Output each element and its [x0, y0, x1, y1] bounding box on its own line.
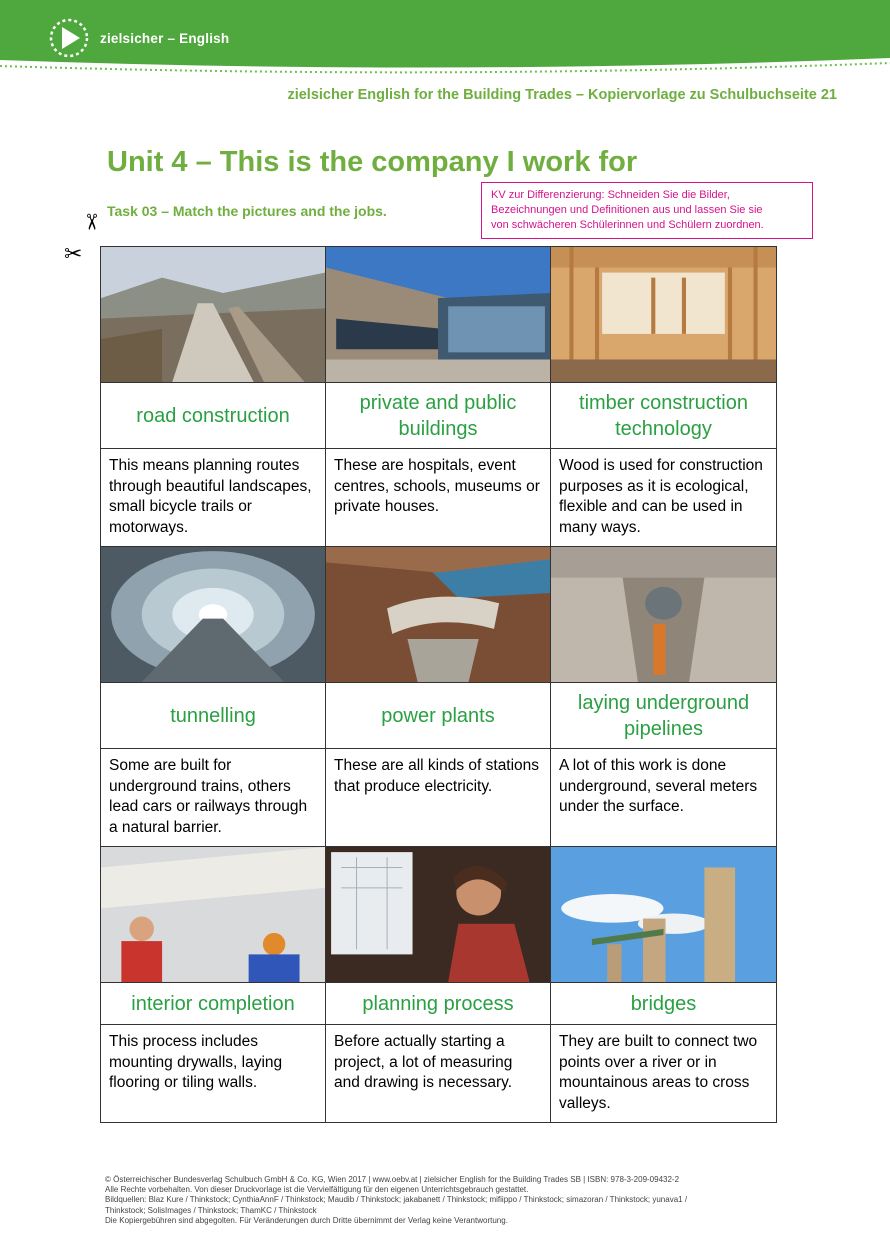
job-name-card[interactable]: bridges	[551, 983, 777, 1025]
definition-card[interactable]: A lot of this work is done underground, several meters under the surface.	[551, 749, 777, 847]
footer-line: Thinkstock; SolisImages / Thinkstock; ThamKC / Thinkstock	[105, 1205, 317, 1215]
job-name-card[interactable]: power plants	[326, 683, 551, 749]
picture-card[interactable]	[326, 247, 551, 383]
definition-card[interactable]: This means planning routes through beautiful landscapes, small bicycle trails or motorways.	[101, 449, 326, 547]
definition-row	[101, 749, 777, 847]
unit-title: Unit 4 – This is the company I work for	[107, 146, 638, 178]
definition-card[interactable]: Some are built for underground trains, others lead cars or railways through a natural barrier.	[101, 749, 326, 847]
scissors-icon: ✂	[64, 241, 83, 266]
definition-card[interactable]: This process includes mounting drywalls, laying flooring or tiling walls.	[101, 1025, 326, 1123]
page-header-subtitle: zielsicher English for the Building Trades – Kopiervorlage zu Schulbuchseite 21	[287, 87, 837, 103]
image-row	[101, 547, 777, 683]
teacher-note-box	[481, 182, 813, 239]
name-row	[101, 683, 777, 749]
teacher-note-line: von schwächeren Schülerinnen und Schülern zuordnen.	[491, 219, 764, 231]
definition-row	[101, 449, 777, 547]
scissors-icon: ✂	[79, 212, 105, 232]
tunnel-photo	[101, 547, 325, 682]
road-construction-photo	[101, 247, 325, 382]
brand-name: zielsicher – English	[100, 31, 230, 46]
dam-photo	[326, 547, 550, 682]
picture-card[interactable]	[101, 547, 326, 683]
footer-line: © Österreichischer Bundesverlag Schulbuch GmbH & Co. KG, Wien 2017 | www.oebv.at | zielsicher English for the Building Trades SB | ISBN: 978-3-209-09432-2	[105, 1175, 680, 1184]
pipeline-trench-photo	[551, 547, 776, 682]
picture-card[interactable]	[551, 847, 777, 983]
picture-card[interactable]	[101, 847, 326, 983]
task-title: Task 03 – Match the pictures and the jobs.	[107, 203, 387, 219]
definition-card[interactable]: Before actually starting a project, a lot of measuring and drawing is necessary.	[326, 1025, 551, 1123]
picture-card[interactable]	[326, 847, 551, 983]
buildings-photo	[326, 247, 550, 382]
definition-row	[101, 1025, 777, 1123]
job-name-card[interactable]: timber construction technology	[551, 383, 777, 449]
copyright-footer	[105, 1175, 765, 1226]
name-row	[101, 383, 777, 449]
job-name-card[interactable]: tunnelling	[101, 683, 326, 749]
job-name-card[interactable]: planning process	[326, 983, 551, 1025]
picture-card[interactable]	[551, 247, 777, 383]
picture-card[interactable]	[326, 547, 551, 683]
image-row	[101, 247, 777, 383]
planning-desk-photo	[326, 847, 550, 982]
footer-line: Bildquellen: Blaz Kure / Thinkstock; CynthiaAnnF / Thinkstock; Maudib / Thinkstock; jakabanett / Thinkstock; mifiippo / Thinkstock; simazoran / Thinkstock; yunava1 /	[105, 1195, 688, 1205]
footer-line: Die Kopiergebühren sind abgegolten. Für Veränderungen durch Dritte übernimmt der Verlag keine Verantwortung.	[105, 1215, 508, 1225]
footer-line: Alle Rechte vorbehalten. Von dieser Druckvorlage ist die Vervielfältigung für den eigenen Unterrichtsgebrauch gestattet.	[105, 1185, 529, 1195]
picture-card[interactable]	[101, 247, 326, 383]
name-row	[101, 983, 777, 1025]
timber-frame-photo	[551, 247, 776, 382]
image-row	[101, 847, 777, 983]
job-name-card[interactable]: private and public buildings	[326, 383, 551, 449]
definition-card[interactable]: They are built to connect two points over a river or in mountainous areas to cross valleys.	[551, 1025, 777, 1123]
job-name-card[interactable]: laying underground pipelines	[551, 683, 777, 749]
definition-card[interactable]: These are hospitals, event centres, schools, museums or private houses.	[326, 449, 551, 547]
teacher-note-line: KV zur Differenzierung: Schneiden Sie die Bilder,	[491, 189, 730, 201]
job-name-card[interactable]: road construction	[101, 383, 326, 449]
definition-card[interactable]: These are all kinds of stations that produce electricity.	[326, 749, 551, 847]
definition-card[interactable]: Wood is used for construction purposes as it is ecological, flexible and can be used in many ways.	[551, 449, 777, 547]
picture-card[interactable]	[551, 547, 777, 683]
job-name-card[interactable]: interior completion	[101, 983, 326, 1025]
matching-grid	[100, 246, 777, 1123]
bridge-pillars-photo	[551, 847, 776, 982]
brand-banner	[0, 0, 890, 76]
drywall-workers-photo	[101, 847, 325, 982]
teacher-note-line: Bezeichnungen und Definitionen aus und lassen Sie sie	[491, 204, 763, 216]
